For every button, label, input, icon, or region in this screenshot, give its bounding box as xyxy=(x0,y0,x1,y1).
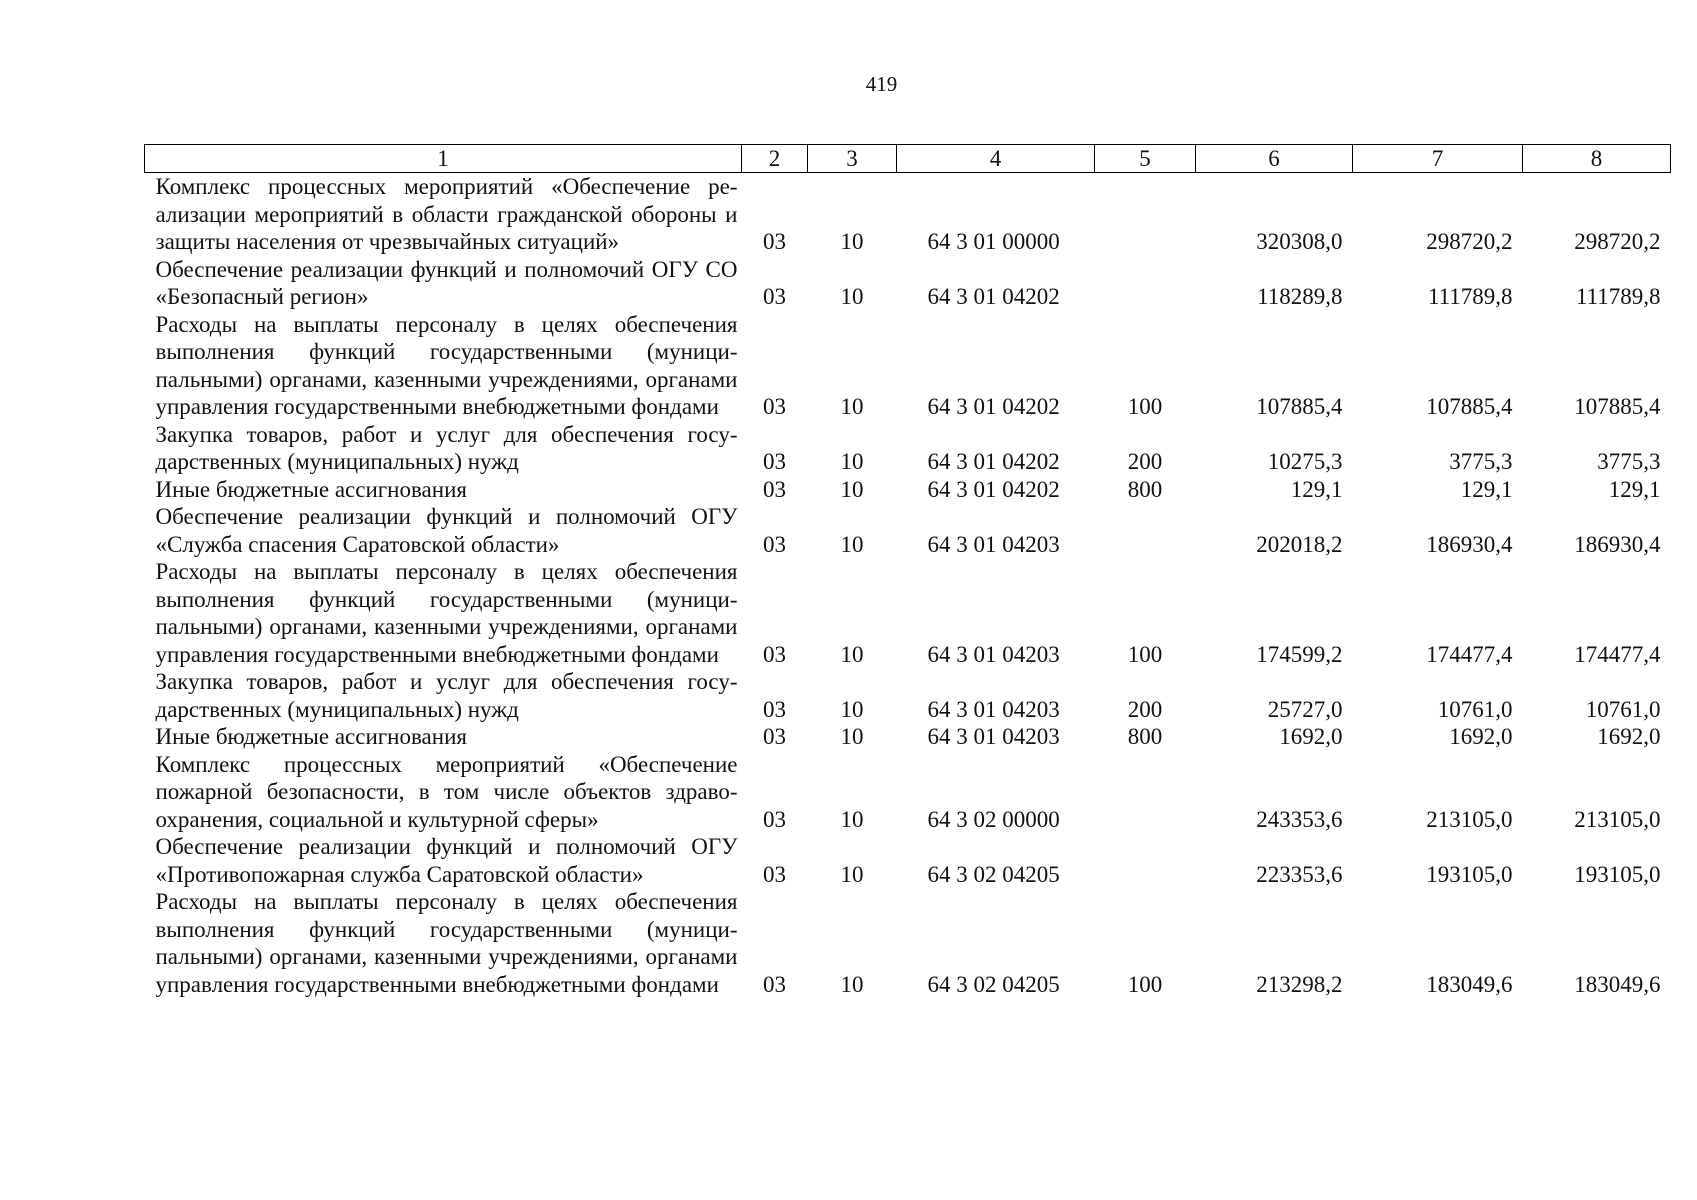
row-target-article-code: 64 3 02 00000 xyxy=(927,806,1060,832)
row-amount-col-8: 213105,0 xyxy=(1574,806,1661,832)
table-row xyxy=(145,421,1671,476)
row-name: Комплекс процессных мероприятий «Обеспечение реализации мероприятий в области гражданской обороны и защиты населения от чрезвычайных ситуаций» xyxy=(155,174,738,254)
row-target-article-code: 64 3 01 04203 xyxy=(927,641,1060,667)
row-target-article-code: 64 3 01 04202 xyxy=(927,394,1060,419)
row-amount-col-8: 183049,6 xyxy=(1574,971,1661,997)
row-subsection-code: 10 xyxy=(840,806,864,832)
row-target-article-code: 64 3 02 04205 xyxy=(927,971,1060,997)
row-amount-col-8: 129,1 xyxy=(1608,476,1661,502)
row-amount-col-6: 118289,8 xyxy=(1257,284,1343,309)
row-target-article-code: 64 3 01 04202 xyxy=(927,476,1060,502)
row-amount-col-6: 1692,0 xyxy=(1279,724,1343,749)
row-amount-col-6: 107885,4 xyxy=(1256,394,1343,419)
header-col-4: 4 xyxy=(897,145,1095,173)
row-amount-col-8: 1692,0 xyxy=(1597,724,1661,749)
header-col-3: 3 xyxy=(808,145,897,173)
row-subsection-code: 10 xyxy=(840,229,864,254)
row-amount-col-6: 202018,2 xyxy=(1256,531,1343,557)
row-name: Комплекс процессных мероприятий «Обеспечение пожарной безопасности, в том числе объектов здравоохранения, социальной и культурной сферы» xyxy=(155,751,738,832)
row-subsection-code: 10 xyxy=(840,641,864,667)
row-target-article-code: 64 3 01 00000 xyxy=(927,229,1060,254)
header-col-6: 6 xyxy=(1196,145,1353,173)
table-row xyxy=(145,503,1671,558)
row-subsection-code: 10 xyxy=(840,531,864,557)
header-col-8: 8 xyxy=(1523,145,1671,173)
row-subsection-code: 10 xyxy=(840,449,864,474)
row-section-code: 03 xyxy=(763,284,786,309)
row-expense-type-code: 800 xyxy=(1127,476,1163,502)
row-target-article-code: 64 3 01 04203 xyxy=(927,531,1060,557)
row-amount-col-7: 10761,0 xyxy=(1437,696,1513,722)
row-amount-col-7: 1692,0 xyxy=(1449,724,1513,749)
row-amount-col-6: 174599,2 xyxy=(1256,641,1343,667)
row-target-article-code: 64 3 01 04202 xyxy=(927,449,1060,474)
header-col-1: 1 xyxy=(145,145,742,173)
row-target-article-code: 64 3 01 04203 xyxy=(927,696,1060,722)
row-expense-type-code: 200 xyxy=(1127,696,1163,722)
header-col-2: 2 xyxy=(742,145,808,173)
row-amount-col-8: 107885,4 xyxy=(1574,394,1661,419)
row-amount-col-6: 223353,6 xyxy=(1256,861,1343,887)
row-expense-type-code xyxy=(1095,173,1196,256)
row-subsection-code: 10 xyxy=(840,476,864,502)
row-amount-col-7: 107885,4 xyxy=(1426,394,1513,419)
row-name: Иные бюджетные ассигнования xyxy=(155,476,467,502)
row-name: Закупка товаров, работ и услуг для обеспечения государственных (муниципальных) нужд xyxy=(155,669,738,722)
row-expense-type-code: 100 xyxy=(1127,971,1163,997)
row-expense-type-code: 200 xyxy=(1127,449,1163,474)
header-row xyxy=(145,145,1671,173)
table-row xyxy=(145,668,1671,723)
row-section-code: 03 xyxy=(763,724,786,749)
table-row xyxy=(145,888,1671,998)
row-subsection-code: 10 xyxy=(840,696,864,722)
row-expense-type-code xyxy=(1095,833,1196,888)
budget-table xyxy=(144,144,1671,998)
row-expense-type-code: 100 xyxy=(1127,394,1163,419)
row-amount-col-6: 243353,6 xyxy=(1256,806,1343,832)
row-amount-col-6: 213298,2 xyxy=(1256,971,1343,997)
row-expense-type-code: 800 xyxy=(1127,724,1163,749)
row-expense-type-code: 100 xyxy=(1127,641,1163,667)
row-subsection-code: 10 xyxy=(840,861,864,887)
row-section-code: 03 xyxy=(763,641,786,667)
header-col-5: 5 xyxy=(1095,145,1196,173)
row-target-article-code: 64 3 01 04202 xyxy=(927,284,1060,309)
row-amount-col-8: 193105,0 xyxy=(1574,861,1661,887)
row-name: Закупка товаров, работ и услуг для обеспечения государственных (муниципальных) нужд xyxy=(155,421,738,474)
row-name: Иные бюджетные ассигнования xyxy=(155,724,467,749)
table-body xyxy=(145,173,1671,999)
row-name: Обеспечение реализации функций и полномочий ОГУ СО «Безопасный регион» xyxy=(155,256,738,309)
row-name: Расходы на выплаты персоналу в целях обеспечения выполнения функций государственными (муниципальными) органами, казенными учреждениями, органами управления государственными внебюджетными фондами xyxy=(155,559,738,667)
row-section-code: 03 xyxy=(763,971,786,997)
row-amount-col-6: 10275,3 xyxy=(1267,449,1343,474)
row-expense-type-code xyxy=(1095,503,1196,558)
table-row xyxy=(145,256,1671,311)
row-target-article-code: 64 3 01 04203 xyxy=(927,724,1060,749)
row-amount-col-6: 320308,0 xyxy=(1256,229,1343,254)
page-number: 419 xyxy=(865,72,898,96)
row-section-code: 03 xyxy=(763,394,786,419)
row-amount-col-7: 298720,2 xyxy=(1426,229,1513,254)
row-amount-col-8: 3775,3 xyxy=(1597,449,1661,474)
row-section-code: 03 xyxy=(763,531,786,557)
row-name: Расходы на выплаты персоналу в целях обеспечения выполнения функций государственными (муниципальными) органами, казенными учреждениями, органами управления государственными внебюджетными фондами xyxy=(155,311,738,419)
row-amount-col-8: 10761,0 xyxy=(1585,696,1661,722)
row-section-code: 03 xyxy=(763,806,786,832)
row-amount-col-8: 111789,8 xyxy=(1575,284,1661,309)
row-section-code: 03 xyxy=(763,696,786,722)
table-row xyxy=(145,311,1671,421)
row-amount-col-8: 186930,4 xyxy=(1574,531,1661,557)
row-amount-col-6: 129,1 xyxy=(1290,476,1343,502)
row-amount-col-8: 174477,4 xyxy=(1574,641,1661,667)
table-row xyxy=(145,833,1671,888)
row-target-article-code: 64 3 02 04205 xyxy=(927,861,1060,887)
row-amount-col-7: 213105,0 xyxy=(1426,806,1513,832)
row-amount-col-7: 111789,8 xyxy=(1427,284,1513,309)
row-section-code: 03 xyxy=(763,476,786,502)
row-name: Обеспечение реализации функций и полномочий ОГУ «Противопожарная служба Саратовской области» xyxy=(155,834,738,887)
row-name: Расходы на выплаты персоналу в целях обеспечения выполнения функций государственными (муниципальными) органами, казенными учреждениями, органами управления государственными внебюджетными фондами xyxy=(155,889,738,997)
row-subsection-code: 10 xyxy=(840,724,864,749)
row-subsection-code: 10 xyxy=(840,284,864,309)
row-amount-col-7: 183049,6 xyxy=(1426,971,1513,997)
row-amount-col-7: 186930,4 xyxy=(1426,531,1513,557)
header-col-7: 7 xyxy=(1353,145,1523,173)
row-expense-type-code xyxy=(1095,256,1196,311)
table-row xyxy=(145,476,1671,504)
row-subsection-code: 10 xyxy=(840,394,864,419)
row-amount-col-7: 129,1 xyxy=(1460,476,1513,502)
row-amount-col-8: 298720,2 xyxy=(1574,229,1661,254)
table-header xyxy=(145,145,1671,173)
row-name: Обеспечение реализации функций и полномочий ОГУ «Служба спасения Саратовской области» xyxy=(155,504,738,557)
row-section-code: 03 xyxy=(763,861,786,887)
table-row xyxy=(145,723,1671,751)
row-subsection-code: 10 xyxy=(840,971,864,997)
row-amount-col-7: 193105,0 xyxy=(1426,861,1513,887)
row-section-code: 03 xyxy=(763,229,786,254)
row-section-code: 03 xyxy=(763,449,786,474)
row-amount-col-6: 25727,0 xyxy=(1267,696,1343,722)
table-row xyxy=(145,751,1671,834)
row-amount-col-7: 3775,3 xyxy=(1449,449,1513,474)
row-expense-type-code xyxy=(1095,751,1196,834)
row-amount-col-7: 174477,4 xyxy=(1426,641,1513,667)
table-row xyxy=(145,173,1671,256)
table-row xyxy=(145,558,1671,668)
